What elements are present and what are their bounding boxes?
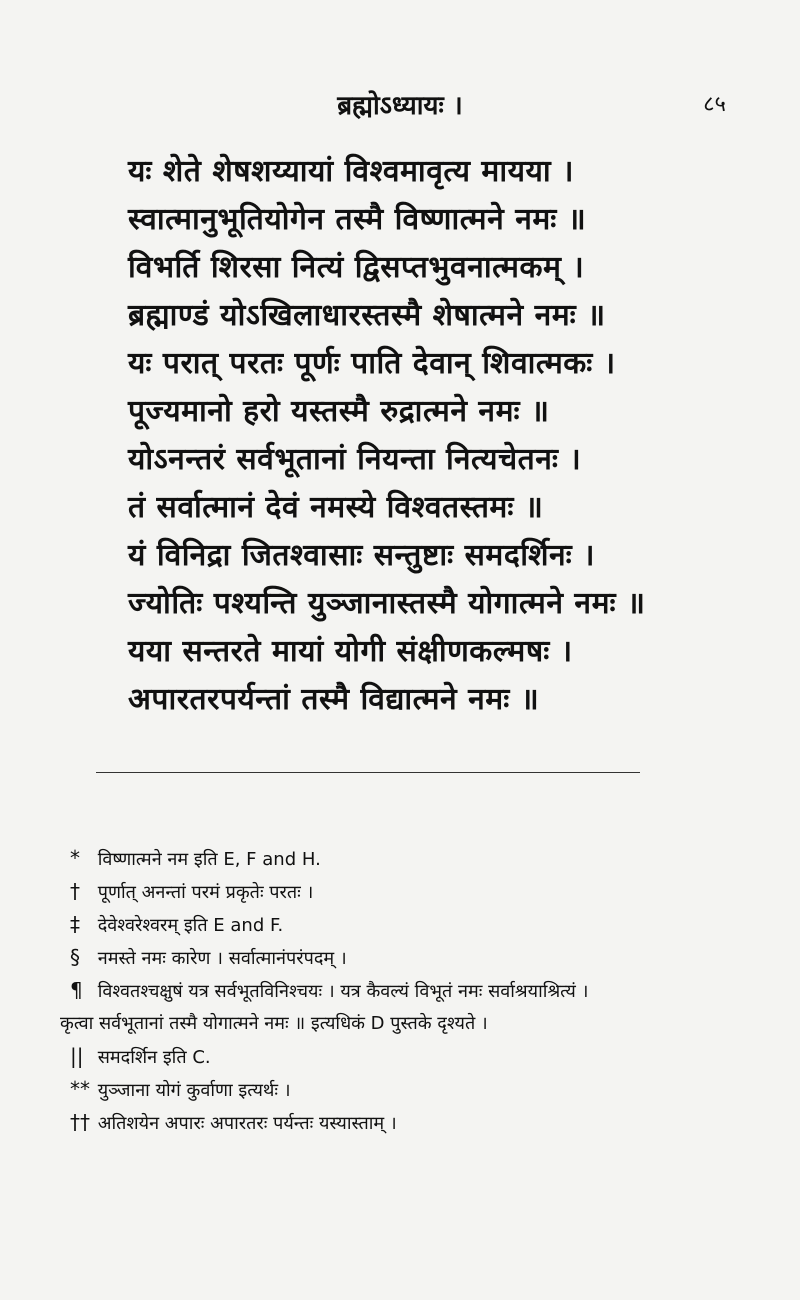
footnote-mark: †† — [70, 1110, 90, 1134]
verse-block — [128, 148, 748, 724]
footnote-text: कृत्वा सर्वभूतानां तस्मै योगात्मने नमः ॥ इत्यधिकं D पुस्तके दृश्यते । — [60, 1013, 488, 1034]
footnote-continuation — [60, 1007, 770, 1040]
footnote-text: अतिशयेन अपारः अपारतरः पर्यन्तः यस्यास्ताम् । — [97, 1113, 397, 1134]
verse-line: अपारतरपर्यन्तां तस्मै विद्यात्मने नमः ॥ — [128, 682, 540, 717]
verse-line: ज्योतिः पश्यन्ति युञ्जानास्तस्मै योगात्मने नमः ॥ — [128, 586, 646, 621]
page-number: ८५ — [703, 92, 726, 117]
footnote — [70, 1040, 770, 1073]
footnote-mark: † — [70, 879, 80, 903]
footnote-text: पूर्णात् अनन्तां परमं प्रकृतेः परतः । — [97, 882, 314, 903]
verse-line: योऽनन्तरं सर्वभूतानां नियन्ता नित्यचेतनः । — [128, 442, 582, 477]
verse-line: यः शेते शेषशय्यायां विश्वमावृत्य मायया । — [128, 154, 575, 189]
footnote-mark: § — [70, 945, 80, 969]
verse-line: पूज्यमानो हरो यस्तस्मै रुद्रात्मने नमः ॥ — [128, 394, 550, 429]
footnote-mark: ‡ — [70, 912, 80, 936]
verse-line: स्वात्मानुभूतियोगेन तस्मै विष्णात्मने नमः ॥ — [128, 202, 587, 237]
verse-line: तं सर्वात्मानं देवं नमस्ये विश्वतस्तमः ॥ — [128, 490, 544, 525]
footnote-text: विष्णात्मने नम इति E, F and H. — [97, 849, 321, 870]
footnote — [70, 974, 770, 1007]
footnote-mark: ¶ — [70, 978, 83, 1002]
verse-line: यं विनिद्रा जितश्वासाः सन्तुष्टाः समदर्शिनः । — [128, 538, 596, 573]
running-head: ब्रह्मोऽध्यायः । — [337, 91, 463, 121]
footnote — [70, 908, 770, 941]
verse-line: यया सन्तरते मायां योगी संक्षीणकल्मषः । — [128, 634, 573, 669]
footnote-text: नमस्ते नमः कारेण । सर्वात्मानंपरंपदम् । — [97, 948, 347, 969]
footnote-text: देवेश्वरेश्वरम् इति E and F. — [97, 915, 284, 936]
verse-line: ब्रह्माण्डं योऽखिलाधारस्तस्मै शेषात्मने नमः ॥ — [128, 298, 606, 333]
footnote-text: समदर्शिन इति C. — [97, 1047, 211, 1068]
verse-line: यः परात् परतः पूर्णः पाति देवान् शिवात्मकः । — [128, 346, 616, 381]
footnote — [70, 941, 770, 974]
footnote-text: विश्वतश्चक्षुषं यत्र सर्वभूतविनिश्चयः । यत्र कैवल्यं विभूतं नमः सर्वाश्रयाश्रित्यं । — [97, 981, 589, 1002]
footnote-mark: || — [70, 1044, 84, 1068]
footnote — [70, 1106, 770, 1139]
footnote-mark: * — [70, 846, 80, 870]
footnote — [70, 875, 770, 908]
footnote-divider — [96, 772, 640, 773]
page-header — [0, 86, 800, 126]
footnote-text: युञ्जाना योगं कुर्वाणा इत्यर्थः । — [97, 1080, 291, 1101]
verse-line: विभर्ति शिरसा नित्यं द्विसप्तभुवनात्मकम् । — [128, 250, 585, 285]
footnote — [70, 1073, 770, 1106]
footnote — [70, 842, 770, 875]
footnotes — [60, 842, 770, 1139]
footnote-mark: ** — [70, 1077, 90, 1101]
